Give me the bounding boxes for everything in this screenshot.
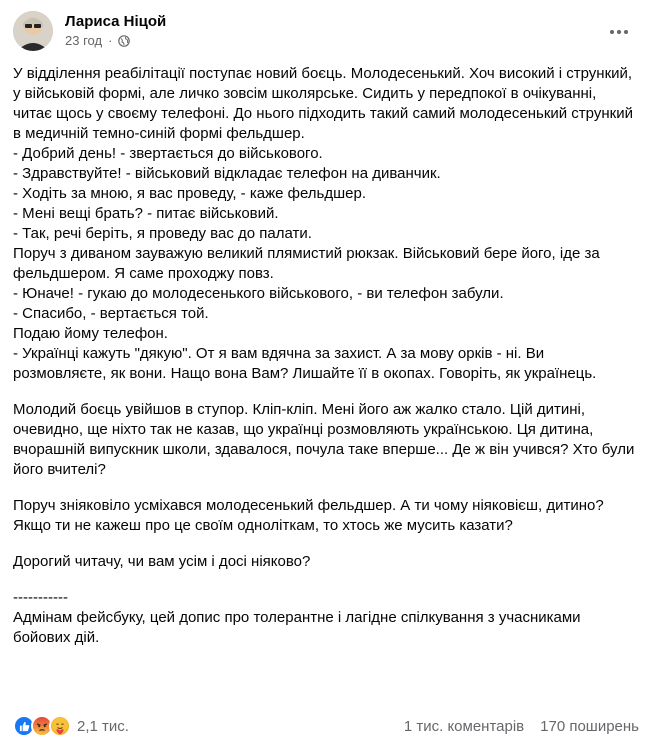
post-paragraph: [13, 400, 639, 480]
post-subline: [65, 33, 166, 48]
post-text-line: Поруч зніяковіло усміхався молодесенький фельдшер. А ти чому ніяковієш, дитино? Якщо ти не кажеш про це своїм одноліткам, то хтось же мусить казати?: [13, 497, 604, 534]
separator-dot: ·: [108, 33, 113, 48]
post-paragraph: [13, 496, 639, 536]
post-text-line: - Ходіть за мною, я вас проведу, - каже фельдшер.: [13, 185, 366, 202]
post-text-line: - Здравствуйте! - військовий відкладає телефон на диванчик.: [13, 165, 441, 182]
post-text-line: Адмінам фейсбуку, цей допис про толерантне і лагідне спілкування з учасниками бойових дій.: [13, 609, 581, 646]
more-options-button[interactable]: [601, 14, 637, 50]
post-text-line: Поруч з диваном зауважую великий плямистий рюкзак. Військовий бере його, іде за фельдшером. Я саме проходжу повз.: [13, 245, 600, 282]
comments-count[interactable]: 1 тис. коментарів: [403, 717, 525, 735]
post-text-line: - Українці кажуть "дякую". От я вам вдячна за захист. А за мову орків - ні. Ви розмовляєте, як вони. Нащо вона Вам? Лишайте її в окопах. Говоріть, як українець.: [13, 345, 597, 382]
post-paragraph: [13, 552, 639, 572]
reaction-count[interactable]: 2,1 тис.: [77, 717, 129, 735]
care-reaction-icon: [49, 715, 71, 737]
reactions-bar: [13, 714, 639, 738]
shares-count[interactable]: 170 поширень: [540, 717, 639, 735]
post-paragraph: [13, 588, 639, 648]
more-icon: [609, 29, 629, 35]
post-text-line: У відділення реабілітації поступає новий боєць. Молодесенький. Хоч високий і стрункий, у військовій формі, але личко зовсім школярське. Сидить у передпокої в очікуванні, читає щось у своєму телефоні. До нього підходить такий самий молодесенький стрункий в медичній темно-синій формі фельдшер.: [13, 65, 633, 142]
post-header: [13, 11, 166, 51]
post-text-line: - Юначе! - гукаю до молодесенького військового, - ви телефон забули.: [13, 285, 504, 302]
post-text-line: - Спасибо, - вертається той.: [13, 305, 209, 322]
post-timestamp[interactable]: 23 год: [65, 33, 103, 48]
post-text-line: Подаю йому телефон.: [13, 325, 168, 342]
globe-icon: [118, 35, 130, 47]
avatar[interactable]: [13, 11, 53, 51]
post-text-line: - Добрий день! - звертається до військового.: [13, 145, 323, 162]
post-text-line: Дорогий читачу, чи вам усім і досі ніяково?: [13, 553, 311, 570]
post-text-line: - Мені вещі брать? - питає військовий.: [13, 205, 279, 222]
author-name[interactable]: Лариса Ніцой: [65, 13, 167, 30]
post-text-line: Молодий боєць увійшов в ступор. Кліп-кліп. Мені його аж жалко стало. Цій дитині, очевидно, ще ніхто так не казав, що українці розмовляють українською. Ця дитина, вчорашній випускник школи, здавалося, почула таке вперше... Де ж він учився? Хто були його вчителі?: [13, 401, 635, 478]
post-body: [13, 64, 639, 664]
post-text-line: -----------: [13, 589, 68, 606]
post-paragraph: [13, 64, 639, 384]
reaction-icons[interactable]: [13, 715, 67, 737]
post-meta: [65, 11, 166, 48]
post-text-line: - Так, речі беріть, я проведу вас до палати.: [13, 225, 312, 242]
